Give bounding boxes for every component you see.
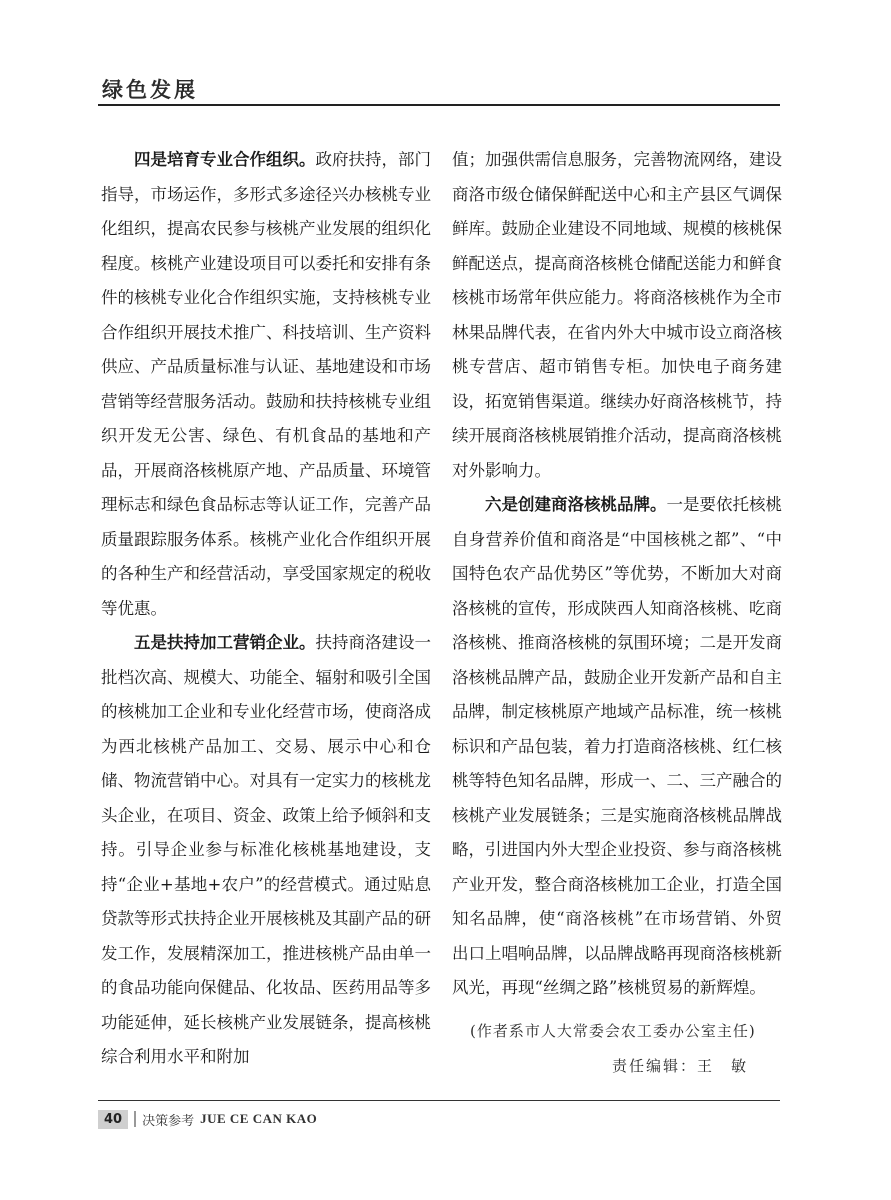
paragraph-body: 扶持商洛建设一批档次高、规模大、功能全、辐射和吸引全国的核桃加工企业和专业化经营市场，使商洛成为西北核桃产品加工、交易、展示中心和仓储、物流营销中心。对具有一定实力的核桃龙头企业，在项目、资金、政策上给予倾斜和支持。引导企业参与标准化核桃基地建设，支持“企业+基地+农户”的经营模式。通过贴息贷款等形式扶持企业开展核桃及其副产品的研发工作，发展精深加工，推进核桃产品由单一的食品功能向保健品、化妆品、医药用品等多功能延伸，延长核桃产业发展链条，提高核桃综合利用水平和附加 <box>101 633 431 1066</box>
page-footer <box>98 1108 317 1130</box>
paragraph-body: 政府扶持，部门指导，市场运作，多形式多途径兴办核桃专业化组织，提高农民参与核桃产业发展的组织化程度。核桃产业建设项目可以委托和安排有条件的核桃专业化合作组织实施，支持核桃专业合作组织开展技术推广、科技培训、生产资料供应、产品质量标准与认证、基地建设和市场营销等经营服务活动。鼓励和扶持核桃专业组织开发无公害、绿色、有机食品的基地和产品，开展商洛核桃原产地、产品质量、环境管理标志和绿色食品标志等认证工作，完善产品质量跟踪服务体系。核桃产业化合作组织开展的各种生产和经营活动，享受国家规定的税收等优惠。 <box>101 150 431 618</box>
footer-separator <box>134 1111 136 1127</box>
paragraph-cooperative-organizations <box>101 143 431 626</box>
author-byline: (作者系市人大常委会农工委办公室主任) <box>470 1022 756 1040</box>
paragraph-brand-building <box>452 488 782 1006</box>
journal-name-en: JUE CE CAN KAO <box>200 1111 318 1126</box>
journal-name-cn: 决策参考 <box>142 1113 195 1129</box>
paragraph-processing-enterprises <box>101 626 431 1075</box>
paragraph-continuation: 值；加强供需信息服务，完善物流网络，建设商洛市级仓储保鲜配送中心和主产县区气调保鲜库。鼓励企业建设不同地域、规模的核桃保鲜配送点，提高商洛核桃仓储配送能力和鲜食核桃市场常年供应能力。将商洛核桃作为全市林果品牌代表，在省内外大中城市设立商洛核桃专营店、超市销售专柜。加快电子商务建设，拓宽销售渠道。继续办好商洛核桃节，持续开展商洛核桃展销推介活动，提高商洛核桃对外影响力。 <box>452 150 782 480</box>
page-header <box>98 64 780 110</box>
paragraph-lead: 四是培育专业合作组织。 <box>134 150 316 169</box>
right-column <box>452 143 782 1006</box>
section-title: 绿色发展 <box>102 78 198 102</box>
paragraph-body: 一是要依托核桃自身营养价值和商洛是“中国核桃之都”、“中国特色农产品优势区”等优势，不断加大对商洛核桃的宣传，形成陕西人知商洛核桃、吃商洛核桃、推商洛核桃的氛围环境；二是开发商洛核桃品牌产品，鼓励企业开发新产品和自主品牌，制定核桃原产地域产品标准，统一核桃标识和产品包装，着力打造商洛核桃、红仁核桃等特色知名品牌，形成一、二、三产融合的核桃产业发展链条；三是实施商洛核桃品牌战略，引进国内外大型企业投资、参与商洛核桃产业开发，整合商洛核桃加工企业，打造全国知名品牌，使“商洛核桃”在市场营销、外贸出口上唱响品牌，以品牌战略再现商洛核桃新风光，再现“丝绸之路”核桃贸易的新辉煌。 <box>452 495 782 997</box>
page-number: 40 <box>98 1110 128 1129</box>
paragraph-lead: 六是创建商洛核桃品牌。 <box>485 495 667 514</box>
left-column <box>101 143 431 1075</box>
header-divider <box>98 104 780 106</box>
paragraph-lead: 五是扶持加工营销企业。 <box>134 633 316 652</box>
footer-divider <box>98 1100 780 1101</box>
responsible-editor: 责任编辑：王 敏 <box>612 1057 749 1075</box>
